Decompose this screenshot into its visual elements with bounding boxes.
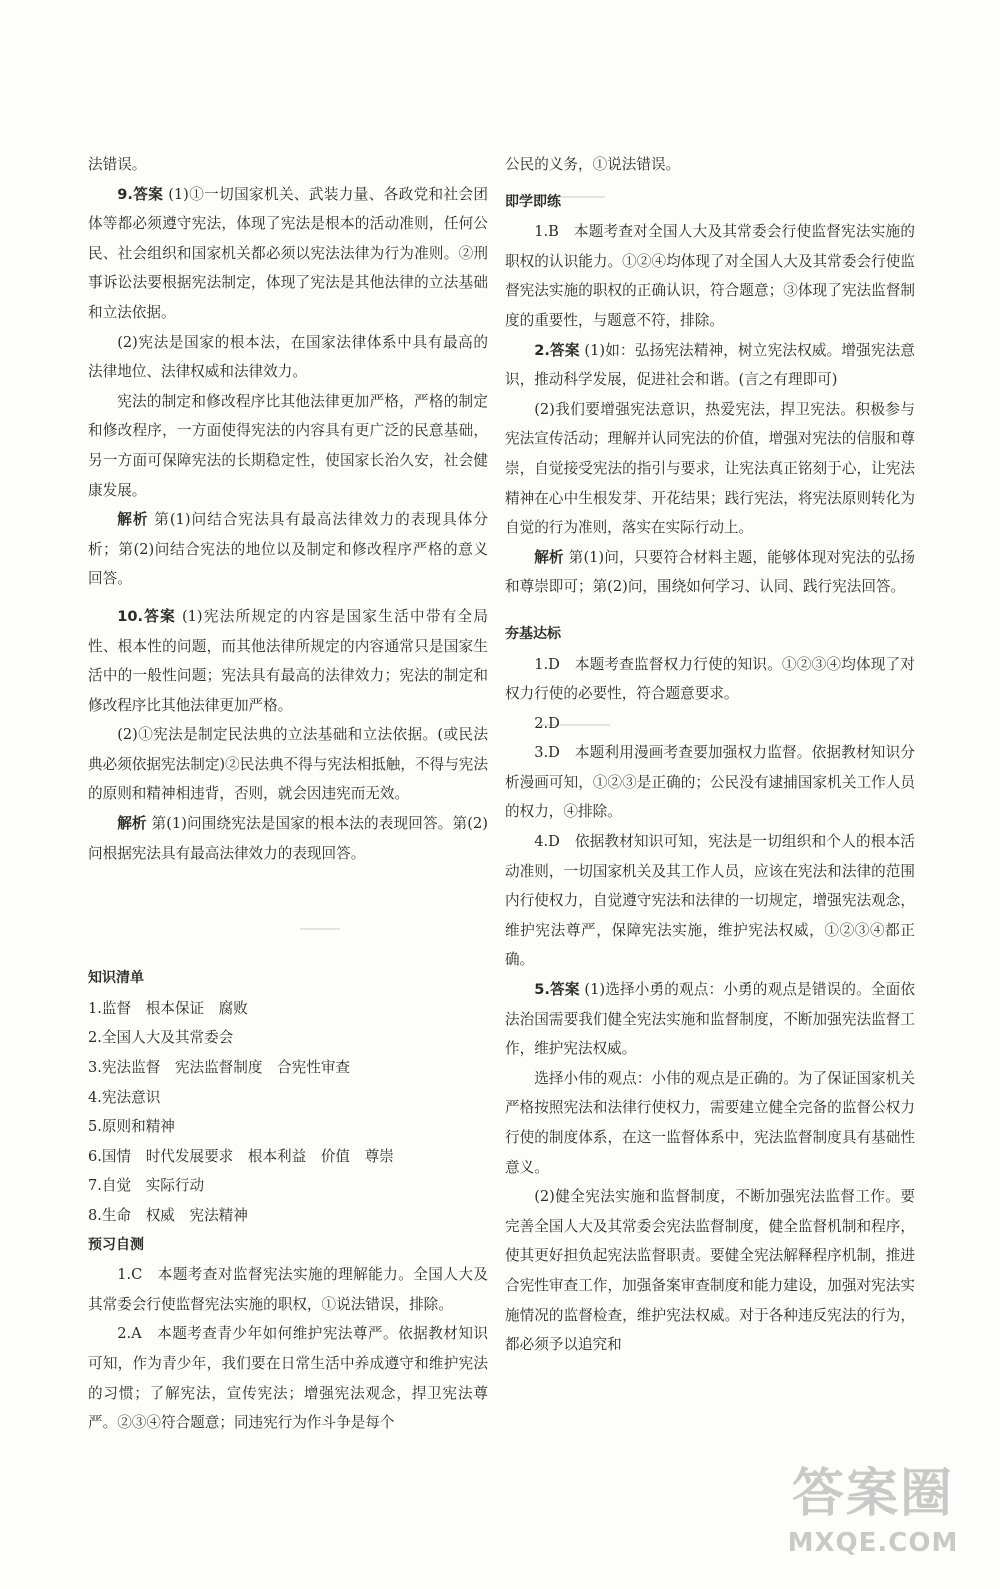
foundation-q1: 1.D 本题考查监督权力行使的知识。①②③④均体现了对权力行使的必要性，符合题意要求。: [505, 655, 915, 703]
list-item: 2.全国人大及其常委会: [88, 1029, 234, 1047]
watermark: [768, 1463, 978, 1575]
explanation-text: 第(1)问围绕宪法是国家的根本法的表现回答。第(2)问根据宪法具有最高法律效力的表现回答。: [88, 815, 488, 862]
list-item: 6.国情 时代发展要求 根本利益 价值 尊崇: [88, 1147, 394, 1165]
q9-answer-3: 宪法的制定和修改程序比其他法律更加严格，严格的制定和修改程序，一方面使得宪法的内容具有更广泛的民意基础，另一方面可保障宪法的长期稳定性，使国家长治久安，社会健康发展。: [88, 392, 488, 499]
list-item: 7.自觉 实际行动: [88, 1177, 205, 1195]
watermark-url: MXQE.COM: [787, 1528, 959, 1558]
explanation-text: 第(1)问，只要符合材料主题，能够体现对宪法的弘扬和尊崇即可；第(2)问，围绕如何学习、认同、践行宪法回答。: [505, 548, 915, 596]
answer-text: (1)宪法所规定的内容是国家生活中带有全局性、根本性的问题，而其他法律所规定的内容通常只是国家生活中的一般性问题；宪法具有最高的法律效力；宪法的制定和修改程序比其他法律更加严格。: [88, 607, 488, 714]
foundation-q2: 2.D: [534, 714, 560, 732]
answer-label: 答案: [549, 981, 580, 999]
q10-answer-1: [88, 602, 488, 720]
continuation-text: 法错误。: [88, 156, 147, 173]
q9-answer-1: [88, 180, 488, 328]
practice-q2-answer-2: (2)我们要增强宪法意识，热爱宪法，捍卫宪法。积极参与宪法宣传活动；理解并认同宪法的价值，增强对宪法的信服和尊崇，自觉接受宪法的指引与要求，让宪法真正铭刻于心，让宪法精神在心中生根发芽、开花结果；践行宪法，将宪法原则转化为自觉的行为准则，落实在实际行动上。: [505, 400, 915, 537]
answer-text: (1)如：弘扬宪法精神，树立宪法权威。增强宪法意识，推动科学发展，促进社会和谐。(言之有理即可): [505, 341, 915, 389]
foundation-q4: 4.D 依据教材知识可知，宪法是一切组织和个人的根本活动准则，一切国家机关及其工作人员，应该在宪法和法律的范围内行使权力，自觉遵守宪法和法律的一切规定，增强宪法观念，维护宪法尊严，保障宪法实施，维护宪法权威，①②③④都正确。: [505, 833, 915, 969]
list-item: 3.宪法监督 宪法监督制度 合宪性审查: [88, 1059, 351, 1077]
list-item: 8.生命 权威 宪法精神: [88, 1207, 248, 1224]
left-column: [88, 150, 488, 1438]
answer-label: 答案: [132, 185, 164, 203]
list-item: 5.原则和精神: [88, 1118, 175, 1136]
right-column: [505, 150, 915, 1360]
q9-explanation: [88, 505, 488, 594]
question-number: 9.: [117, 185, 133, 203]
foundation-q3: 3.D 本题利用漫画考查要加强权力监督。依据教材知识分析漫画可知，①②③是正确的；公民没有逮捕国家机关工作人员的权力，④排除。: [505, 744, 915, 821]
explanation-label: 解析: [117, 815, 147, 833]
q9-answer-2: (2)宪法是国家的根本法，在国家法律体系中具有最高的法律地位、法律权威和法律效力。: [88, 333, 488, 381]
q10-answer-2: (2)①宪法是制定民法典的立法基础和立法依据。(或民法典必须依据宪法制定)②民法典不得与宪法相抵触，不得与宪法的原则和精神相违背，否则，就会因违宪而无效。: [88, 726, 488, 803]
answer-label: 答案: [549, 341, 580, 359]
answer-label: 答案: [143, 607, 177, 625]
question-number: 2.: [534, 341, 550, 359]
practice-q2-answer-1: [505, 336, 915, 395]
section-title-foundation: 夯基达标: [505, 625, 561, 642]
continuation-text: 公民的义务，①说法错误。: [505, 156, 681, 173]
explanation-text: 第(1)问结合宪法具有最高法律效力的表现具体分析；第(2)问结合宪法的地位以及制定和修改程序严格的意义回答。: [88, 511, 488, 588]
section-title-knowledge: 知识清单: [88, 970, 144, 987]
explanation-label: 解析: [117, 511, 149, 529]
watermark-logo: 答案圈: [791, 1464, 954, 1524]
foundation-q5-answer-1: [505, 975, 915, 1064]
answer-text: (1)选择小勇的观点：小勇的观点是错误的。全面依法治国需要我们健全宪法实施和监督制度，不断加强宪法监督工作，维护宪法权威。: [505, 981, 915, 1058]
foundation-q5-answer-2: 选择小伟的观点：小伟的观点是正确的。为了保证国家机关严格按照宪法和法律行使权力，需要建立健全完备的监督公权力行使的制度体系，在这一监督体系中，宪法监督制度具有基础性意义。: [505, 1069, 915, 1176]
practice-q2-explanation: [505, 543, 915, 602]
section-title-preview: 预习自测: [88, 1236, 144, 1253]
practice-q1: 1.B 本题考查对全国人大及其常委会行使监督宪法实施的职权的认识能力。①②④均体现了对全国人大及其常委会行使监督宪法实施的职权的正确认识，符合题意；③体现了宪法监督制度的重要性，与题意不符，排除。: [505, 223, 915, 329]
q10-explanation: [88, 809, 488, 868]
question-number: 5.: [534, 981, 550, 999]
preview-q1: 1.C 本题考查对监督宪法实施的理解能力。全国人大及其常委会行使监督宪法实施的职权，①说法错误，排除。: [88, 1266, 488, 1313]
answer-text: (1)①一切国家机关、武装力量、各政党和社会团体等都必须遵守宪法，体现了宪法是根本的活动准则，任何公民、社会组织和国家机关都必须以宪法法律为行为准则。②刑事诉讼法要根据宪法制定，体现了宪法是其他法律的立法基础和立法依据。: [88, 185, 488, 321]
list-item: 4.宪法意识: [88, 1088, 161, 1106]
question-number: 10.: [117, 607, 144, 625]
section-title-practice: 即学即练: [505, 193, 561, 210]
list-item: 1.监督 根本保证 腐败: [88, 999, 248, 1017]
explanation-label: 解析: [534, 548, 564, 566]
preview-q2: 2.A 本题考查青少年如何维护宪法尊严。依据教材知识可知，作为青少年，我们要在日常生活中养成遵守和维护宪法的习惯；了解宪法，宣传宪法；增强宪法观念，捍卫宪法尊严。②③④符合题意；同违宪行为作斗争是每个: [88, 1325, 488, 1432]
foundation-q5-answer-3: (2)健全宪法实施和监督制度，不断加强宪法监督工作。要完善全国人大及其常委会宪法监督制度，健全监督机制和程序，使其更好担负起宪法监督职责。要健全宪法解释程序机制，推进合宪性审查工作，加强备案审查制度和能力建设，加强对宪法实施情况的监督检查，维护宪法权威。对于各种违反宪法的行为，都必须予以追究和: [505, 1188, 915, 1354]
